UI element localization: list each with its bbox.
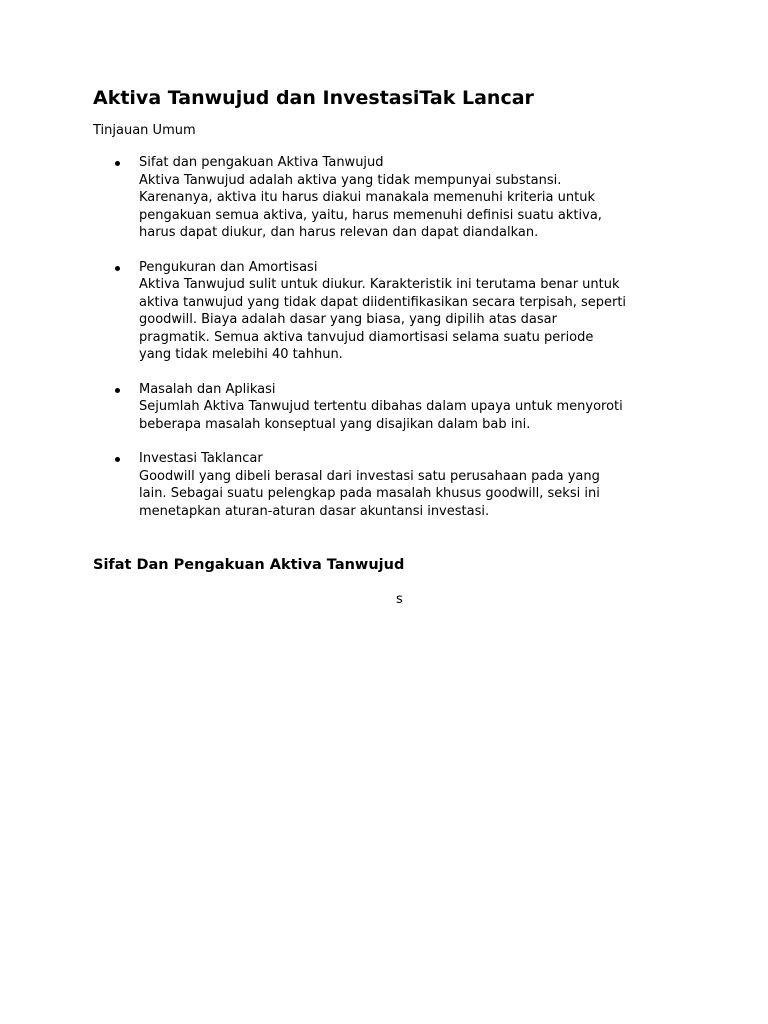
list-item — [112, 154, 657, 242]
bullet-icon — [115, 161, 120, 166]
list-item-heading: Masalah dan Aplikasi — [139, 381, 276, 397]
list-item-heading: Sifat dan pengakuan Aktiva Tanwujud — [139, 155, 384, 170]
section-heading: Sifat Dan Pengakuan Aktiva Tanwujud — [93, 557, 405, 573]
bullet-icon — [115, 457, 120, 462]
list-item-body: Aktiva Tanwujud sulit untuk diukur. Karakteristik ini terutama benar untuk aktiva tanwujud yang tidak dapat diidentifikasikan secara terpisah, seperti goodwill. Biaya adalah dasar yang biasa, yang dipilih atas dasar pragmatik. Semua aktiva tanvujud diamortisasi selama suatu periode yang tidak melebihi 40 tahhun. — [139, 277, 627, 362]
list-item — [112, 381, 657, 434]
overview-subtitle: Tinjauan Umum — [93, 123, 196, 138]
list-item-heading: Investasi Taklancar — [139, 451, 263, 466]
stray-text: s — [396, 592, 403, 607]
overview-bullet-list — [112, 154, 657, 537]
bullet-icon — [115, 388, 120, 393]
document-title: Aktiva Tanwujud dan InvestasiTak Lancar — [93, 87, 534, 109]
list-item-heading: Pengukuran dan Amortisasi — [139, 259, 318, 275]
list-item — [112, 450, 657, 520]
list-item-body: Goodwill yang dibeli berasal dari investasi satu perusahaan pada yang lain. Sebagai suatu pelengkap pada masalah khusus goodwill, seksi ini menetapkan aturan-aturan dasar akuntansi investasi. — [139, 468, 600, 519]
list-item-body: Aktiva Tanwujud adalah aktiva yang tidak mempunyai substansi. Karenanya, aktiva itu harus diakui manakala memenuhi kriteria untuk pengakuan semua aktiva, yaitu, harus memenuhi definisi suatu aktiva, harus dapat diukur, dan harus relevan dan dapat diandalkan. — [139, 172, 602, 240]
bullet-icon — [115, 266, 120, 271]
list-item — [112, 259, 657, 364]
list-item-body: Sejumlah Aktiva Tanwujud tertentu dibahas dalam upaya untuk menyoroti beberapa masalah konseptual yang disajikan dalam bab ini. — [139, 399, 623, 432]
